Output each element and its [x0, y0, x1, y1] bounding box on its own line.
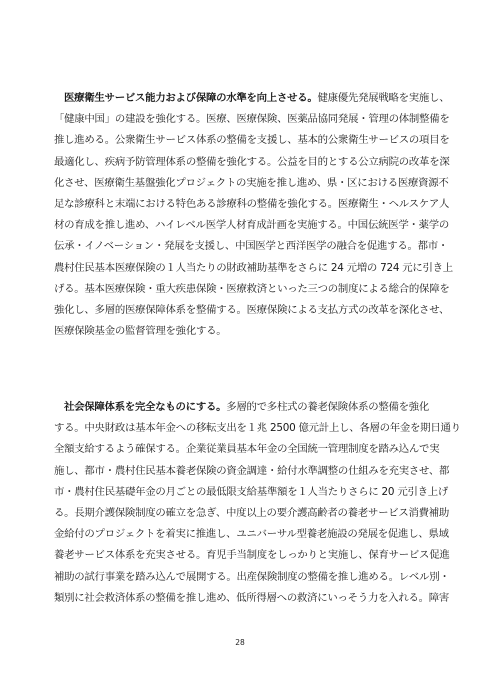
paragraph-first-line-tail: 多層的で多柱式の養老保険体系の整備を強化: [226, 401, 430, 413]
paragraph-healthcare: [54, 88, 453, 342]
text-line: 全額支給するよう確保する。企業従業員基本年金の全国統一管理制度を踏み込んで実: [54, 443, 440, 456]
text-line: 伝承・イノベーション・発展を支援し、中国医学と西洋医学の融合を促進する。都市・: [54, 240, 449, 253]
text-line: 推し進める。公衆衛生サービス体系の整備を支援し、基本的公衆衛生サービスの項目を: [54, 134, 450, 147]
text-line: 化させ、医療衛生基盤強化プロジェクトの実施を推し進め、県・区における医療資源不: [54, 176, 449, 189]
paragraph-first-line-tail: 健康優先発展戦略を実施し、: [317, 92, 450, 104]
paragraph-heading: 社会保障体系を完全なものにする。: [64, 401, 227, 413]
paragraph-heading: 医療衛生サービス能力および保障の水準を向上させる。: [64, 92, 318, 104]
text-line: 補助の試行事業を踏み込んで展開する。出産保険制度の整備を推し進める。レベル別・: [54, 570, 450, 583]
text-line: 養老サービス体系を充実させる。育児手当制度をしっかりと実施し、保育サービス促進: [54, 549, 450, 562]
text-line: 最適化し、疾病予防管理体系の整備を強化する。公益を目的とする公立病院の改革を深: [54, 155, 450, 168]
text-line: 農村住民基本医療保険の１人当たりの財政補助基準をさらに 24 元増の 724 元に引き上: [54, 261, 453, 274]
text-line: 材の育成を推し進め、ハイレベル医学人材育成計画を実施する。中国伝統医学・薬学の: [54, 219, 450, 232]
paragraph-social-security: [54, 397, 461, 609]
text-line: げる。基本医療保険・重大疾患保険・医療救済といった三つの制度による総合的保障を: [54, 282, 450, 295]
text-line: 市・農村住民基礎年金の月ごとの最低限支給基準額を１人当たりさらに 20 元引き上げ: [54, 485, 449, 498]
text-line: 医療保険基金の監督管理を強化する。: [54, 325, 227, 338]
paragraph-first-line: [54, 397, 432, 418]
text-line: 金給付のプロジェクトを着実に推進し、ユニバーサル型養老施設の発展を促進し、県域: [54, 528, 449, 541]
page-number: 28: [235, 638, 245, 647]
text-line: 強化し、多層的医療保障体系を整備する。医療保険による支払方式の改革を深化させ、: [54, 304, 450, 317]
text-line: 「健康中国」の建設を強化する。医療、医療保険、医薬品協同発展・管理の体制整備を: [54, 113, 450, 126]
text-line: る。長期介護保険制度の確立を急ぎ、中度以上の要介護高齢者の養老サービス消費補助: [54, 507, 450, 520]
text-line: 類別に社会救済体系の整備を推し進め、低所得層への救済にいっそう力を入れる。障害: [54, 591, 450, 604]
text-line: 施し、都市・農村住民基本養老保険の資金調達・給付水準調整の仕組みを充実させ、都: [54, 464, 450, 477]
text-line: する。中央財政は基本年金への移転支出を１兆 2500 億元計上し、各層の年金を期日通り: [54, 422, 461, 435]
paragraph-first-line: [54, 88, 450, 109]
text-line: 足な診療科と末端における特色ある診療科の整備を強化する。医療衛生・ヘルスケア人: [54, 198, 450, 211]
